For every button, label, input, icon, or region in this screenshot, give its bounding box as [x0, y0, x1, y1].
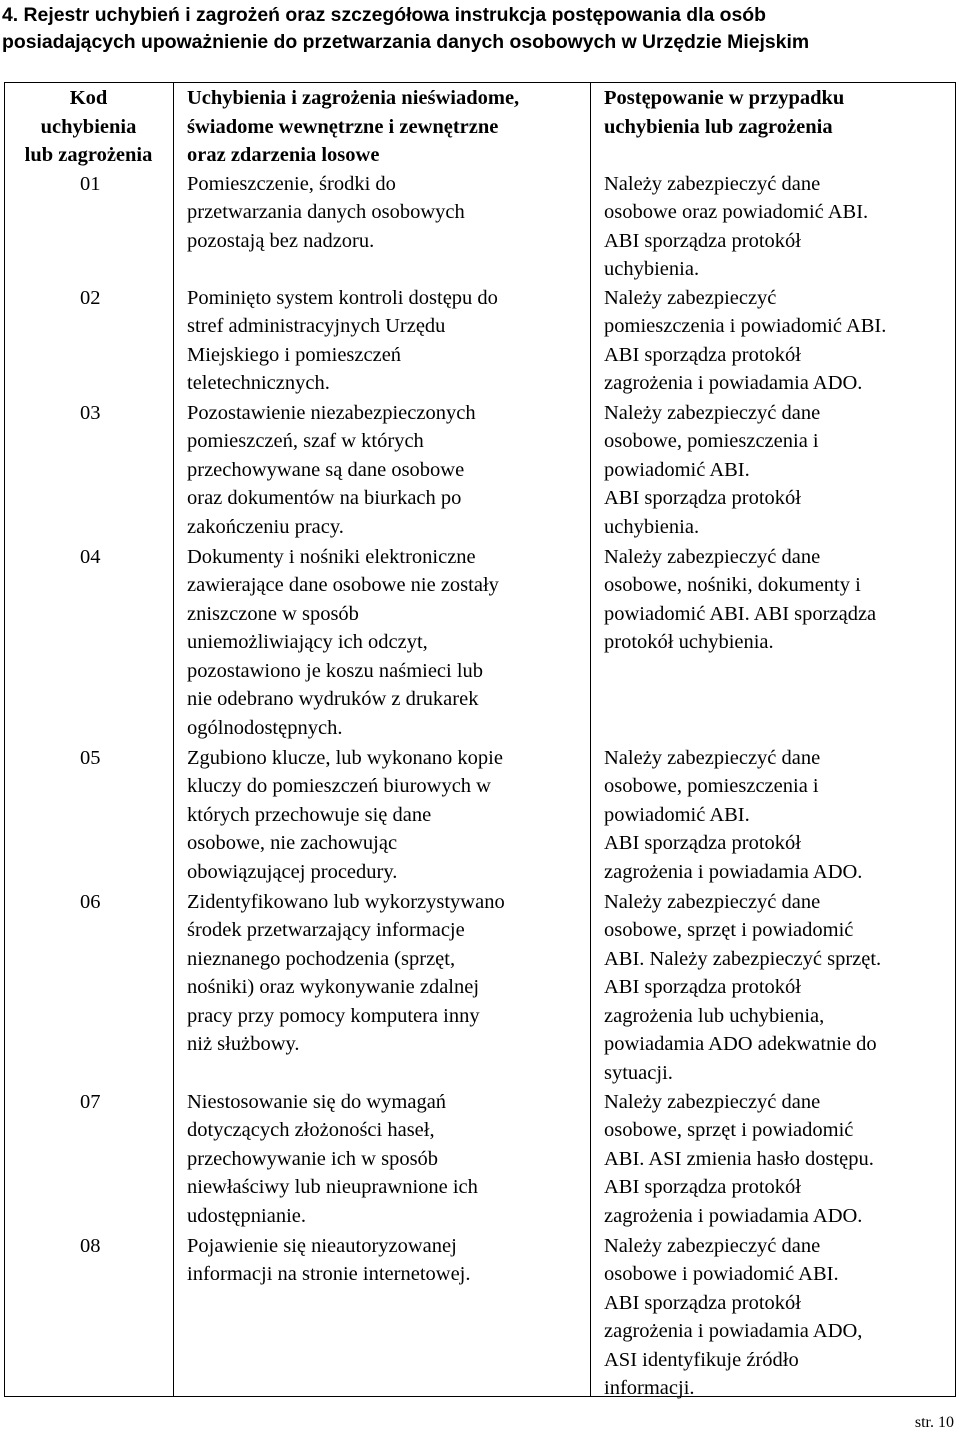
row-procedure: Należy zabezpieczyć dane osobowe, nośniki, dokumenty i powiadomić ABI. ABI sporządza protokół uchybienia.: [604, 545, 877, 653]
table-row: [4, 399, 956, 543]
row-code: 05: [80, 746, 101, 769]
row-code: 06: [80, 890, 101, 913]
table-row: [4, 1232, 956, 1403]
row-description: Niestosowanie się do wymagań dotyczących złożoności haseł, przechowywanie ich w sposób niewłaściwy lub nieuprawnione ich udostępnianie.: [187, 1090, 478, 1227]
row-procedure: Należy zabezpieczyć dane osobowe oraz powiadomić ABI. ABI sporządza protokół uchybienia.: [604, 172, 869, 280]
row-description: Pojawienie się nieautoryzowanej informacji na stronie internetowej.: [187, 1234, 471, 1285]
row-code: 07: [80, 1090, 101, 1113]
table-row: [4, 1088, 956, 1232]
table-row: [4, 888, 956, 1088]
row-description: Pomieszczenie, środki do przetwarzania danych osobowych pozostają bez nadzoru.: [187, 172, 465, 252]
header-code: Kod uchybienia lub zagrożenia: [24, 87, 153, 166]
threat-register-table: [4, 82, 956, 1403]
table-header-row: [4, 82, 956, 170]
table-row: [4, 284, 956, 399]
row-procedure: Należy zabezpieczyć dane osobowe, pomieszczenia i powiadomić ABI. ABI sporządza protokół zagrożenia i powiadamia ADO.: [604, 746, 863, 883]
row-procedure: Należy zabezpieczyć dane osobowe, sprzęt i powiadomić ABI. ASI zmienia hasło dostępu. ABI sporządza protokół zagrożenia i powiadamia ADO.: [604, 1090, 874, 1227]
row-code: 01: [80, 172, 101, 195]
document-title: 4. Rejestr uchybień i zagrożeń oraz szczegółowa instrukcja postępowania dla osób posiadających upoważnienie do przetwarzania danych osobowych w Urzędzie Miejskim: [2, 4, 810, 53]
row-procedure: Należy zabezpieczyć dane osobowe, pomieszczenia i powiadomić ABI. ABI sporządza protokół uchybienia.: [604, 401, 821, 538]
row-code: 04: [80, 545, 101, 568]
table-row: [4, 170, 956, 284]
page-number: str. 10: [914, 1414, 954, 1431]
table-row: [4, 744, 956, 888]
row-description: Zidentyfikowano lub wykorzystywano środek przetwarzający informacje nieznanego pochodzenia (sprzęt, nośniki) oraz wykonywanie zdalnej pracy przy pomocy komputera inny niż służbowy.: [187, 890, 505, 1055]
header-procedure: Postępowanie w przypadku uchybienia lub zagrożenia: [604, 87, 845, 138]
row-code: 02: [80, 286, 101, 309]
header-description: Uchybienia i zagrożenia nieświadome, świadome wewnętrzne i zewnętrzne oraz zdarzenia losowe: [187, 87, 520, 166]
row-description: Dokumenty i nośniki elektroniczne zawierające dane osobowe nie zostały zniszczone w sposób uniemożliwiający ich odczyt, pozostawiono je koszu naśmieci lub nie odebrano wydruków z drukarek ogólnodostępnych.: [187, 545, 499, 739]
row-description: Pominięto system kontroli dostępu do stref administracyjnych Urzędu Miejskiego i pomieszczeń teletechnicznych.: [187, 286, 498, 394]
row-description: Zgubiono klucze, lub wykonano kopie kluczy do pomieszczeń biurowych w których przechowuje się dane osobowe, nie zachowując obowiązującej procedury.: [187, 746, 503, 883]
row-procedure: Należy zabezpieczyć pomieszczenia i powiadomić ABI. ABI sporządza protokół zagrożenia i powiadamia ADO.: [604, 286, 887, 394]
row-procedure: Należy zabezpieczyć dane osobowe, sprzęt i powiadomić ABI. Należy zabezpieczyć sprzęt. ABI sporządza protokół zagrożenia lub uchybienia, powiadamia ADO adekwatnie do sytuacji.: [604, 890, 882, 1084]
row-description: Pozostawienie niezabezpieczonych pomieszczeń, szaf w których przechowywane są dane osobowe oraz dokumentów na biurkach po zakończeniu pracy.: [187, 401, 476, 538]
table-row: [4, 543, 956, 744]
row-procedure: Należy zabezpieczyć dane osobowe i powiadomić ABI. ABI sporządza protokół zagrożenia i powiadamia ADO, ASI identyfikuje źródło informacji.: [604, 1234, 863, 1399]
row-code: 08: [80, 1234, 101, 1257]
row-code: 03: [80, 401, 101, 424]
